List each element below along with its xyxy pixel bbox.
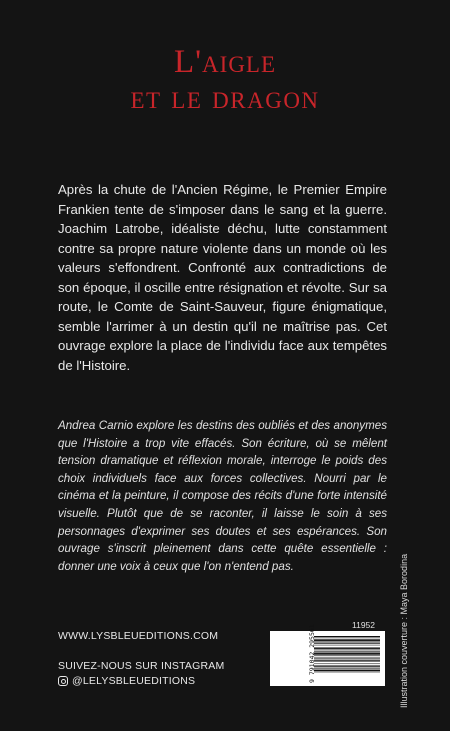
instagram-handle-row[interactable]	[58, 675, 195, 687]
author-bio: Andrea Carnio explore les destins des oubliés et des anonymes que l'Histoire a trop vite effacés. Son écriture, où se mêlent tension dramatique et réflexion morale, interroge le poids des choix individuels face aux forces collectives. Nourri par le cinéma et la peinture, il compose des récits d'une forte intensité visuelle. Plutôt que de se raconter, il laisse le soin à ses personnages d'exprimer ses doutes et ses espérances. Son ouvrage s'inscrit pleinement dans cette quête essentielle : donner une voix à ceux que l'on n'entend pas.	[58, 419, 387, 573]
barcode-bar	[314, 657, 380, 658]
website-link[interactable]: WWW.LYSBLEUEDITIONS.COM	[58, 630, 219, 642]
barcode-bar	[314, 638, 380, 639]
barcode-bar	[314, 666, 380, 667]
barcode-bar	[314, 653, 380, 655]
barcode-bar	[314, 660, 380, 661]
barcode-bar	[314, 651, 380, 652]
barcode	[270, 631, 385, 686]
barcode-bar	[314, 639, 380, 641]
barcode-bar	[314, 643, 380, 644]
instagram-icon	[58, 676, 68, 686]
barcode-bar	[314, 655, 380, 656]
synopsis-text: Après la chute de l'Ancien Régime, le Premier Empire Frankien tente de s'imposer dans le sang et la guerre. Joachim Latrobe, idéaliste déchu, lutte constamment contre sa propre nature violente dans un monde où les valeurs s'effondrent. Confronté aux contradictions de son époque, il oscille entre résignation et révolte. Sur sa route, le Comte de Saint-Sauveur, figure énigmatique, semble l'arrimer à un destin qu'il ne maîtrise pas. Cet ouvrage explore la place de l'individu face aux tempêtes de l'Histoire.	[58, 182, 387, 373]
barcode-bar	[314, 648, 380, 649]
instagram-handle: @LELYSBLEUEDITIONS	[72, 675, 196, 687]
barcode-bar	[314, 664, 380, 665]
title-line-2: et le dragon	[130, 80, 320, 116]
barcode-bar	[314, 642, 380, 643]
book-title	[0, 44, 450, 116]
barcode-bar	[314, 647, 380, 648]
illustration-credit: Illustration couverture : Maya Borodina	[399, 553, 409, 708]
title-line-1: L'aigle	[173, 44, 277, 80]
instagram-follow-text: SUIVEZ-NOUS SUR INSTAGRAM	[58, 660, 225, 672]
barcode-bar	[314, 661, 380, 662]
isbn-number: 9 791042 295561	[308, 624, 316, 683]
barcode-bar	[314, 658, 380, 659]
barcode-bar	[314, 668, 380, 669]
barcode-bars	[270, 631, 385, 686]
barcode-bar	[314, 636, 380, 637]
barcode-bar	[314, 672, 380, 673]
barcode-bar	[314, 665, 380, 666]
barcode-bar	[314, 670, 380, 672]
book-code: 11952	[352, 620, 376, 630]
barcode-bar	[314, 645, 380, 646]
barcode-bar	[314, 650, 380, 651]
